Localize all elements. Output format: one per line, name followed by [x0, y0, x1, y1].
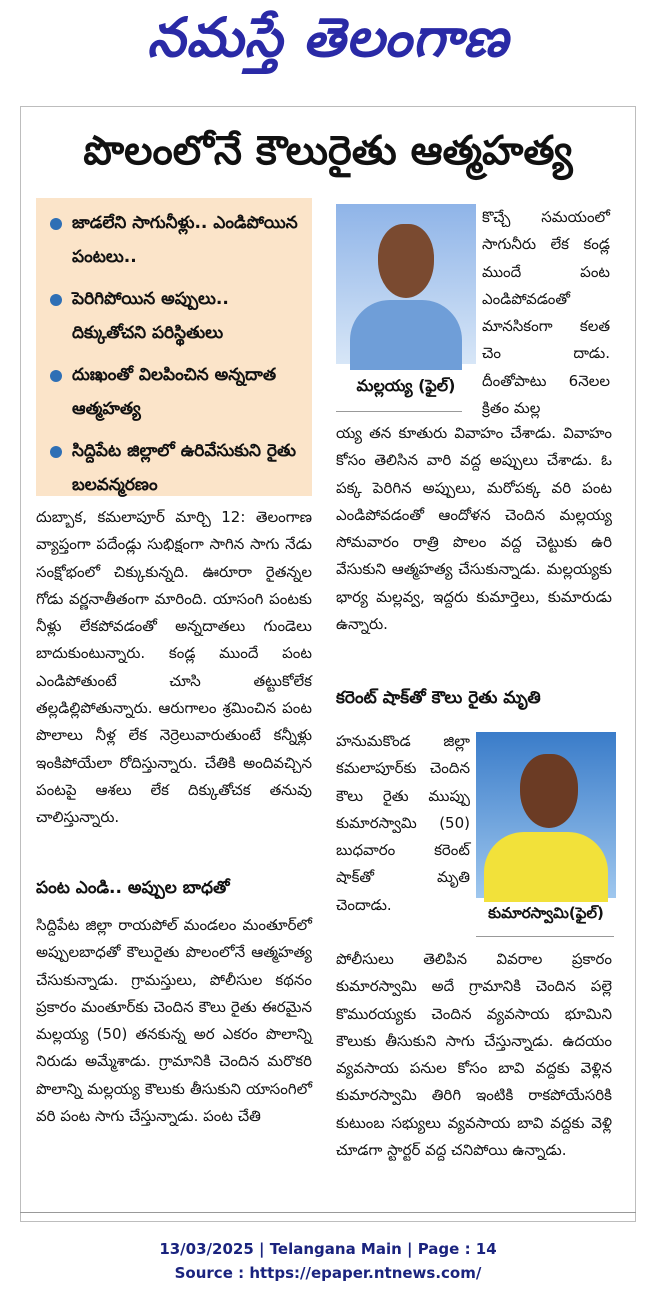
- highlight-text: దుఃఖంతో విలపించిన అన్నదాత ఆత్మహత్య: [72, 365, 277, 419]
- story2-paragraph: [336, 946, 612, 1192]
- highlights-box: [36, 198, 312, 496]
- highlight-text: జాడలేని సాగునీళ్లు.. ఎండిపోయిన పంటలు..: [72, 213, 298, 267]
- bullet-icon: [50, 446, 62, 458]
- body-text: య్య తన కూతురు వివాహం చేశాడు. వివాహం కోసం తెలిసిన వారి వద్ద అప్పులు చేశాడు. ఓ పక్క పెరిగిన అప్పులు, మరోపక్క వరి పంట ఎండిపోవడంతో ఆందోళన చెందిన మల్లయ్య సోమవారం రాత్రి పొలం వద్ద చెట్టుకు ఉరి వేసుకుని ఆత్మహత్య చేసుకున్నాడు. మల్లయ్యకు భార్య మల్లవ్వ, ఇద్దరు కుమార్తెలు, కుమారుడు ఉన్నారు.: [336, 424, 612, 634]
- highlight-item: [46, 358, 304, 426]
- shirt-shape: [350, 300, 462, 370]
- highlight-item: [46, 434, 304, 502]
- bullet-icon: [50, 294, 62, 306]
- highlight-item: [46, 282, 304, 350]
- masthead-title: నమస్తే తెలంగాణ: [147, 6, 509, 69]
- photo-caption: కుమారస్వామి(ఫైల్): [488, 904, 604, 922]
- bottom-rule: [20, 1212, 636, 1213]
- story1-continuation-top: [482, 204, 610, 418]
- subhead-crop-dried: పంట ఎండి.. అప్పుల బాధతో: [36, 878, 230, 898]
- highlight-text: సిద్దిపేట జిల్లాలో ఉరివేసుకుని రైతు బలవన్మరణం: [72, 441, 297, 495]
- shirt-shape: [484, 832, 608, 902]
- body-text: కొచ్చే సమయంలో సాగునీరు లేక కండ్ల ముందే పంట ఎండిపోవడంతో మానసికంగా కలత చెం దాడు. దీంతోపాటు 6నెలల క్రితం మల్ల: [482, 208, 610, 418]
- body-text: దుబ్బాక, కమలాపూర్ మార్చి 12: తెలంగాణ వ్యాప్తంగా పదేండ్లు సుభిక్షంగా సాగిన సాగు నేడు సంక్షోభంలో చిక్కుకున్నది. ఊరూరా రైతన్నల గోడు వర్ణనాతీతంగా మారింది. యాసంగి పంటకు నీళ్లు లేకపోవడంతో అన్నదాతలు గుండెలు బాదుకుంటున్నారు. కండ్ల ముందే పంట ఎండిపోతుంటే చూసి తట్టుకోలేక తల్లడిల్లిపోతున్నారు. ఆరుగాలం శ్రమించిన పంట పొలాలు నీళ్ల లేక నెర్రెలువారుతుంటే కన్నీళ్లు ఇంకిపోయేలా రోదిస్తున్నారు. చేతికి అందివచ్చిన పంటపై ఆశలు లేక దిక్కుతోచక తనువు చాలిస్తున్నారు.: [36, 508, 312, 827]
- subhead-current-shock: కరెంట్ షాక్‌తో కౌలు రైతు మృతి: [336, 688, 541, 708]
- lead-paragraph: [36, 504, 312, 856]
- bullet-icon: [50, 218, 62, 230]
- masthead: [0, 0, 656, 90]
- story1-continuation: [336, 420, 612, 666]
- highlight-item: [46, 206, 304, 274]
- caption-rule: [336, 411, 462, 412]
- body-text: పోలీసులు తెలిపిన వివరాల ప్రకారం కుమారస్వామి అదే గ్రామానికి చెందిన పల్లె కొమురయ్యకు చెందిన వ్యవసాయ భూమిని కౌలుకు తీసుకుని సాగు చేస్తున్నాడు. ఉదయం వ్యవసాయ పనుల కోసం బావి వద్దకు వెళ్లిన కుమారస్వామి తిరిగి ఇంటికి రాకపోయేసరికి కుటుంబ సభ్యులు వ్యవసాయ బావి వద్దకు వెళ్లి చూడగా స్టార్టర్ వద్ద చనిపోయి ఉన్నాడు.: [336, 950, 612, 1160]
- caption-rule: [476, 936, 614, 937]
- story2-left-column: [336, 728, 470, 948]
- face-shape: [378, 224, 434, 298]
- body-text: హనుమకొండ జిల్లా కమలాపూర్‌కు చెందిన కౌలు రైతు ముప్పు కుమారస్వామి (50) బుధవారం కరెంట్ షాక్‌తో మృతి చెందాడు.: [336, 732, 470, 914]
- story1-paragraph: [36, 912, 312, 1192]
- face-shape: [520, 754, 578, 828]
- photo-caption: మల్లయ్య (ఫైల్): [356, 376, 456, 395]
- footer-source: Source : https://epaper.ntnews.com/: [174, 1264, 482, 1282]
- bullet-icon: [50, 370, 62, 382]
- photo-kumaraswamy: [476, 732, 616, 898]
- highlight-text: పెరిగిపోయిన అప్పులు.. దిక్కుతోచని పరిస్థితులు: [72, 289, 229, 343]
- footer-date-edition: 13/03/2025 | Telangana Main | Page : 14: [159, 1240, 497, 1258]
- headline: పొలంలోనే కౌలురైతు ఆత్మహత్య: [83, 128, 573, 174]
- body-text: సిద్దిపేట జిల్లా రాయపోల్ మండలం మంతూర్‌లో అప్పులబాధతో కౌలురైతు పొలంలోనే ఆత్మహత్య చేసుకున్నాడు. గ్రామస్తులు, పోలీసుల కథనం ప్రకారం మంతూర్‌కు చెందిన కౌలు రైతు ఈరమైన మల్లయ్య (50) తనకున్న అర ఎకరం పొలాన్ని నిరుడు అమ్మేశాడు. గ్రామానికి చెందిన మరొకరి పొలాన్ని మల్లయ్య కౌలుకు తీసుకుని యాసంగిలో వరి పంట సాగు చేస్తున్నాడు. పంట చేతి: [36, 916, 312, 1126]
- photo-mallaiah: [336, 204, 476, 364]
